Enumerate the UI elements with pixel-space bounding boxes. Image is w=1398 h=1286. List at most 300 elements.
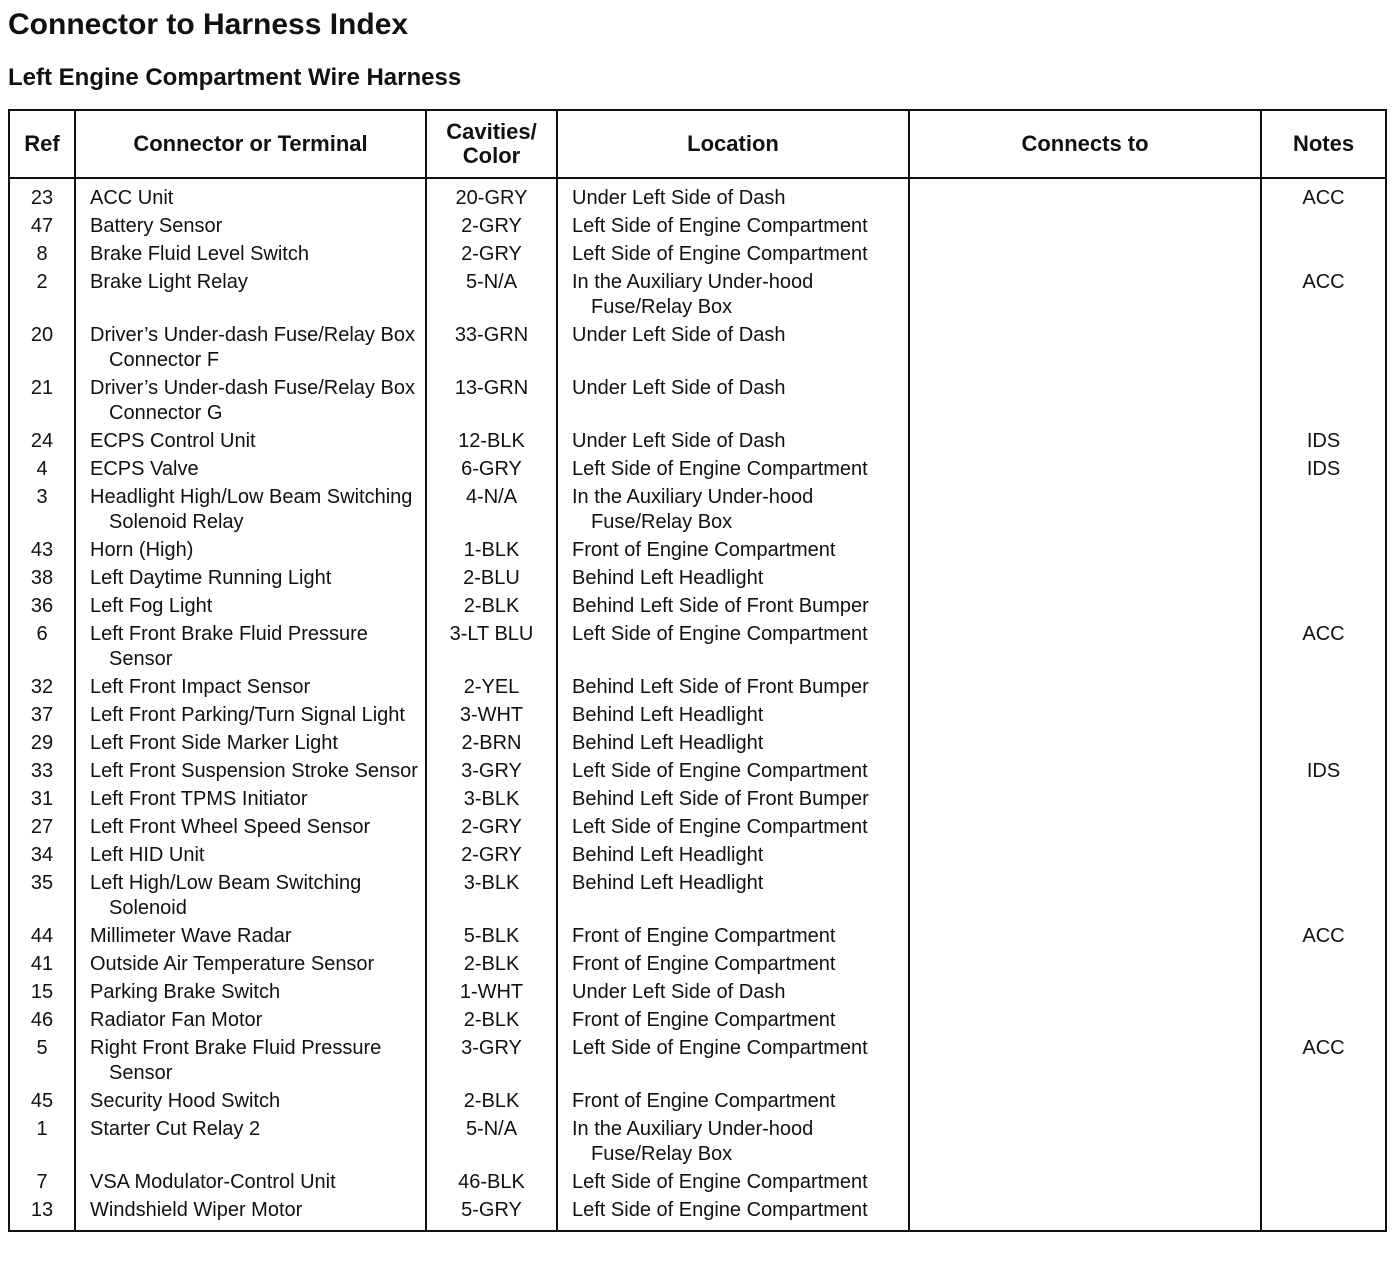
ref-cell [9,923,75,951]
notes-cell [1261,702,1386,730]
table-row [9,786,1386,814]
cavities-cell [426,923,557,951]
cavities-cell-text: 33-GRN [454,324,529,346]
ref-cell [9,702,75,730]
notes-cell-text: ACC [1302,1037,1345,1059]
ref-cell-text: 27 [30,816,54,838]
connector-cell-text: Horn (High) [90,539,194,561]
connector-cell [75,241,426,269]
notes-cell [1261,565,1386,593]
ref-cell [9,428,75,456]
location-cell-text: Behind Left Side of Front Bumper [572,788,869,810]
ref-cell [9,241,75,269]
location-cell-text: Front of Engine Compartment [572,1090,836,1112]
notes-cell-text: ACC [1302,623,1345,645]
connects-to-cell [909,951,1261,979]
cavities-cell-text: 2-GRY [461,215,522,237]
connector-index-table [8,109,1387,1232]
cavities-cell-text: 2-BRN [461,732,522,754]
column-header-location: Location [557,110,909,178]
notes-cell [1261,1169,1386,1197]
connector-cell [75,814,426,842]
connects-to-cell [909,758,1261,786]
cavities-cell [426,702,557,730]
table-row [9,456,1386,484]
cavities-cell [426,241,557,269]
ref-cell [9,842,75,870]
table-body [9,178,1386,1231]
location-cell-text: Front of Engine Compartment [572,1009,836,1031]
location-cell [557,1007,909,1035]
connector-cell-text: VSA Modulator-Control Unit [90,1171,336,1193]
column-header-connects-to: Connects to [909,110,1261,178]
cavities-cell-text: 12-BLK [458,430,525,452]
connects-to-cell [909,1035,1261,1088]
cavities-cell [426,621,557,674]
ref-cell-text: 21 [30,377,54,399]
cavities-cell [426,565,557,593]
connector-cell [75,758,426,786]
location-cell [557,565,909,593]
location-cell-text: Left Side of Engine Compartment [572,1037,868,1059]
cavities-cell [426,537,557,565]
ref-cell-text: 13 [30,1199,54,1221]
table-row [9,1116,1386,1169]
connects-to-cell [909,537,1261,565]
connects-to-cell [909,786,1261,814]
cavities-cell-text: 46-BLK [458,1171,525,1193]
connector-cell-text: Right Front Brake Fluid Pressure Sensor [90,1037,382,1084]
location-cell [557,456,909,484]
location-cell-text: Under Left Side of Dash [572,981,786,1003]
ref-cell-text: 23 [30,187,54,209]
table-row [9,979,1386,1007]
location-cell [557,870,909,923]
table-row [9,621,1386,674]
ref-cell-text: 2 [36,271,48,293]
cavities-cell [426,1007,557,1035]
connector-cell-text: ECPS Valve [90,458,199,480]
ref-cell-text: 4 [36,458,48,480]
table-row [9,842,1386,870]
ref-cell-text: 38 [30,567,54,589]
notes-cell [1261,1197,1386,1232]
connector-cell-text: Left Fog Light [90,595,213,617]
ref-cell [9,758,75,786]
cavities-cell-text: 13-GRN [454,377,529,399]
cavities-cell-text: 2-GRY [461,243,522,265]
cavities-cell-text: 2-BLK [463,595,520,617]
location-cell [557,1035,909,1088]
ref-cell-text: 29 [30,732,54,754]
location-cell-text: Left Side of Engine Compartment [572,760,868,782]
ref-cell-text: 43 [30,539,54,561]
column-header-cavities-line2: Color [462,143,521,168]
ref-cell-text: 44 [30,925,54,947]
location-cell [557,730,909,758]
cavities-cell [426,979,557,1007]
ref-cell-text: 7 [36,1171,48,1193]
notes-cell-text: ACC [1302,187,1345,209]
cavities-cell [426,674,557,702]
cavities-cell-text: 3-BLK [463,872,520,894]
cavities-cell [426,213,557,241]
cavities-cell [426,375,557,428]
ref-cell [9,269,75,322]
ref-cell [9,674,75,702]
ref-cell [9,870,75,923]
connector-cell [75,375,426,428]
ref-cell [9,593,75,621]
connector-cell [75,565,426,593]
notes-cell [1261,674,1386,702]
cavities-cell [426,178,557,213]
connects-to-cell [909,730,1261,758]
ref-cell-text: 8 [36,243,48,265]
ref-cell [9,1088,75,1116]
cavities-cell-text: 2-BLU [463,567,520,589]
connects-to-cell [909,923,1261,951]
cavities-cell [426,951,557,979]
location-cell [557,702,909,730]
ref-cell [9,322,75,375]
location-cell-text: Left Side of Engine Compartment [572,243,868,265]
cavities-cell [426,484,557,537]
connector-cell [75,322,426,375]
ref-cell [9,621,75,674]
ref-cell [9,1116,75,1169]
location-cell-text: Left Side of Engine Compartment [572,623,868,645]
cavities-cell [426,814,557,842]
notes-cell [1261,241,1386,269]
location-cell [557,1169,909,1197]
location-cell-text: In the Auxiliary Under-hood Fuse/Relay Box [572,271,814,318]
table-row [9,484,1386,537]
cavities-cell-text: 2-BLK [463,953,520,975]
location-cell-text: Front of Engine Compartment [572,953,836,975]
connector-cell-text: Headlight High/Low Beam Switching Solenoid Relay [90,486,413,533]
connects-to-cell [909,674,1261,702]
connector-cell [75,1088,426,1116]
connector-cell-text: Driver’s Under-dash Fuse/Relay Box Connector G [90,377,415,424]
cavities-cell-text: 2-BLK [463,1090,520,1112]
location-cell [557,322,909,375]
connects-to-cell [909,428,1261,456]
ref-cell [9,1007,75,1035]
connector-cell [75,923,426,951]
ref-cell [9,979,75,1007]
column-header-notes: Notes [1261,110,1386,178]
cavities-cell-text: 5-N/A [465,271,518,293]
location-cell [557,537,909,565]
location-cell [557,484,909,537]
connector-cell-text: ECPS Control Unit [90,430,256,452]
cavities-cell-text: 3-LT BLU [449,623,534,645]
ref-cell-text: 36 [30,595,54,617]
connector-cell-text: Left Front Parking/Turn Signal Light [90,704,405,726]
ref-cell [9,178,75,213]
notes-cell [1261,870,1386,923]
table-row [9,1035,1386,1088]
ref-cell [9,1169,75,1197]
ref-cell-text: 45 [30,1090,54,1112]
table-row [9,870,1386,923]
cavities-cell [426,786,557,814]
cavities-cell-text: 3-BLK [463,788,520,810]
ref-cell-text: 15 [30,981,54,1003]
location-cell-text: Left Side of Engine Compartment [572,458,868,480]
connector-cell-text: Brake Fluid Level Switch [90,243,309,265]
connects-to-cell [909,1088,1261,1116]
connects-to-cell [909,842,1261,870]
notes-cell [1261,1035,1386,1088]
cavities-cell-text: 3-WHT [459,704,524,726]
connector-cell [75,702,426,730]
notes-cell [1261,923,1386,951]
notes-cell [1261,979,1386,1007]
ref-cell-text: 33 [30,760,54,782]
table-row [9,241,1386,269]
ref-cell [9,786,75,814]
cavities-cell [426,870,557,923]
location-cell [557,213,909,241]
table-row [9,1197,1386,1232]
connector-cell-text: Left Front Wheel Speed Sensor [90,816,371,838]
connector-cell [75,951,426,979]
connector-cell-text: Windshield Wiper Motor [90,1199,303,1221]
cavities-cell-text: 2-BLK [463,1009,520,1031]
location-cell-text: Behind Left Side of Front Bumper [572,595,869,617]
cavities-cell-text: 2-GRY [461,844,522,866]
location-cell [557,674,909,702]
notes-cell [1261,484,1386,537]
location-cell-text: Under Left Side of Dash [572,430,786,452]
cavities-cell [426,1088,557,1116]
notes-cell [1261,213,1386,241]
connector-cell [75,1007,426,1035]
ref-cell [9,537,75,565]
location-cell-text: Front of Engine Compartment [572,925,836,947]
cavities-cell [426,269,557,322]
cavities-cell [426,842,557,870]
location-cell-text: Behind Left Headlight [572,732,764,754]
ref-cell [9,484,75,537]
location-cell-text: Front of Engine Compartment [572,539,836,561]
column-header-cavities [426,110,557,178]
connector-cell-text: Battery Sensor [90,215,223,237]
cavities-cell [426,593,557,621]
cavities-cell-text: 3-GRY [461,760,522,782]
table-row [9,213,1386,241]
table-header-row [9,110,1386,178]
connector-cell-text: Millimeter Wave Radar [90,925,292,947]
connector-cell [75,979,426,1007]
location-cell-text: Left Side of Engine Compartment [572,816,868,838]
location-cell-text: Under Left Side of Dash [572,377,786,399]
ref-cell [9,730,75,758]
table-row [9,593,1386,621]
table-row [9,322,1386,375]
notes-cell [1261,178,1386,213]
location-cell [557,1197,909,1232]
table-row [9,923,1386,951]
connector-cell [75,428,426,456]
location-cell-text: Behind Left Headlight [572,704,764,726]
cavities-cell [426,1035,557,1088]
connects-to-cell [909,565,1261,593]
notes-cell [1261,814,1386,842]
connects-to-cell [909,593,1261,621]
cavities-cell-text: 1-WHT [459,981,524,1003]
table-row [9,1007,1386,1035]
table-row [9,565,1386,593]
location-cell-text: Left Side of Engine Compartment [572,1171,868,1193]
connector-cell-text: Left Front TPMS Initiator [90,788,308,810]
cavities-cell [426,730,557,758]
location-cell [557,1088,909,1116]
notes-cell [1261,593,1386,621]
connects-to-cell [909,241,1261,269]
table-row [9,730,1386,758]
connects-to-cell [909,870,1261,923]
table-row [9,178,1386,213]
connector-cell-text: Left Front Side Marker Light [90,732,338,754]
connects-to-cell [909,702,1261,730]
location-cell [557,1116,909,1169]
connector-cell-text: Left HID Unit [90,844,205,866]
connector-cell [75,870,426,923]
cavities-cell-text: 4-N/A [465,486,518,508]
table-row [9,428,1386,456]
connects-to-cell [909,1169,1261,1197]
location-cell [557,428,909,456]
connector-cell-text: Parking Brake Switch [90,981,281,1003]
connector-cell [75,593,426,621]
table-row [9,674,1386,702]
ref-cell [9,814,75,842]
connects-to-cell [909,1197,1261,1232]
connector-cell [75,456,426,484]
connector-cell [75,842,426,870]
notes-cell [1261,322,1386,375]
location-cell [557,979,909,1007]
connector-cell [75,213,426,241]
connector-cell [75,1169,426,1197]
cavities-cell [426,456,557,484]
cavities-cell-text: 3-GRY [461,1037,522,1059]
connector-cell [75,537,426,565]
location-cell-text: Behind Left Headlight [572,872,764,894]
location-cell [557,375,909,428]
ref-cell-text: 37 [30,704,54,726]
cavities-cell [426,1116,557,1169]
connector-cell-text: Left Daytime Running Light [90,567,332,589]
connector-cell-text: ACC Unit [90,187,174,209]
connector-cell-text: Left High/Low Beam Switching Solenoid [90,872,362,919]
location-cell-text: In the Auxiliary Under-hood Fuse/Relay Box [572,1118,814,1165]
connector-cell-text: Radiator Fan Motor [90,1009,263,1031]
notes-cell-text: ACC [1302,925,1345,947]
connector-cell-text: Security Hood Switch [90,1090,281,1112]
cavities-cell-text: 5-BLK [463,925,520,947]
ref-cell-text: 1 [36,1118,48,1140]
location-cell-text: Behind Left Headlight [572,567,764,589]
ref-cell-text: 31 [30,788,54,810]
location-cell [557,951,909,979]
notes-cell [1261,1088,1386,1116]
location-cell [557,178,909,213]
location-cell-text: Left Side of Engine Compartment [572,215,868,237]
location-cell-text: Under Left Side of Dash [572,187,786,209]
table-row [9,1088,1386,1116]
cavities-cell-text: 2-GRY [461,816,522,838]
connector-cell [75,730,426,758]
table-row [9,375,1386,428]
location-cell-text: Behind Left Headlight [572,844,764,866]
ref-cell [9,456,75,484]
location-cell [557,842,909,870]
ref-cell-text: 35 [30,872,54,894]
ref-cell-text: 41 [30,953,54,975]
location-cell [557,621,909,674]
location-cell [557,241,909,269]
cavities-cell-text: 6-GRY [461,458,522,480]
cavities-cell [426,758,557,786]
connector-cell [75,674,426,702]
table-row [9,951,1386,979]
connects-to-cell [909,269,1261,322]
connects-to-cell [909,1116,1261,1169]
ref-cell-text: 47 [30,215,54,237]
notes-cell-text: IDS [1306,458,1341,480]
connector-cell [75,1116,426,1169]
ref-cell-text: 34 [30,844,54,866]
connects-to-cell [909,178,1261,213]
connector-cell [75,1197,426,1232]
cavities-cell-text: 2-YEL [463,676,520,698]
connector-cell-text: Brake Light Relay [90,271,248,293]
connector-cell [75,786,426,814]
notes-cell [1261,951,1386,979]
section-title: Left Engine Compartment Wire Harness [8,64,462,91]
ref-cell-text: 32 [30,676,54,698]
table-row [9,758,1386,786]
cavities-cell-text: 20-GRY [455,187,528,209]
table-row [9,702,1386,730]
connects-to-cell [909,621,1261,674]
notes-cell [1261,428,1386,456]
table-row [9,1169,1386,1197]
location-cell-text: In the Auxiliary Under-hood Fuse/Relay Box [572,486,814,533]
location-cell [557,269,909,322]
column-header-ref: Ref [9,110,75,178]
ref-cell-text: 46 [30,1009,54,1031]
notes-cell [1261,621,1386,674]
location-cell [557,758,909,786]
location-cell [557,814,909,842]
ref-cell-text: 3 [36,486,48,508]
notes-cell [1261,537,1386,565]
notes-cell [1261,758,1386,786]
connector-cell [75,1035,426,1088]
page-title: Connector to Harness Index [8,8,409,41]
notes-cell [1261,1116,1386,1169]
notes-cell [1261,1007,1386,1035]
connects-to-cell [909,484,1261,537]
connector-cell [75,178,426,213]
connector-cell-text: Left Front Suspension Stroke Sensor [90,760,418,782]
notes-cell [1261,269,1386,322]
